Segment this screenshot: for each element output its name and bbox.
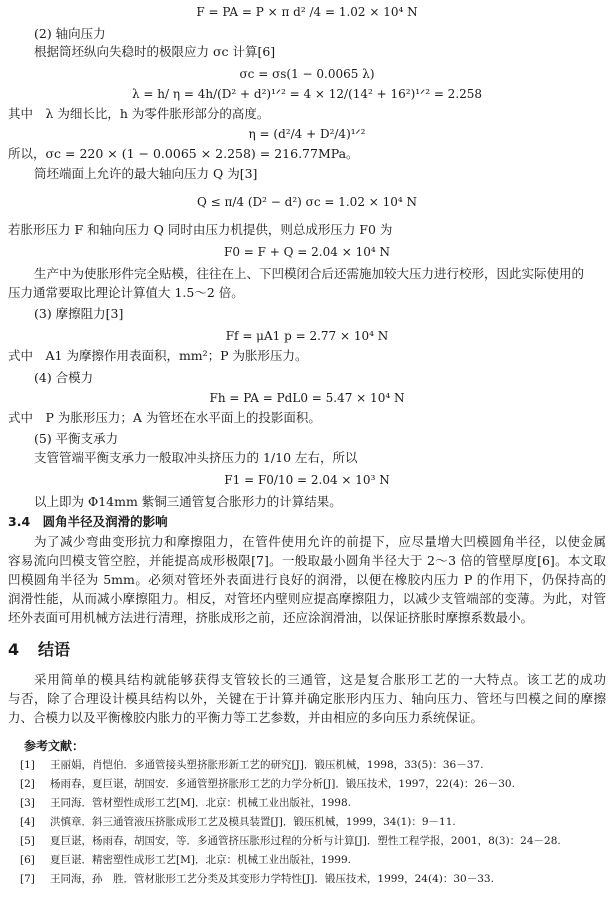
reference-number: [4] [20,816,35,828]
references-heading: 参考文献： [24,739,85,753]
equation-eta: η = (d²/4 + D²/4)¹ᐟ² [248,127,366,141]
subsection-friction: (3) 摩擦阻力[3] [34,306,124,321]
reference-item [20,777,515,791]
paragraph-max-axial-pressure: 筒坯端面上允许的最大轴向压力 Q 为[3] [34,166,258,181]
section-number: 4 [8,640,20,659]
reference-text: 王同海，孙 胜．管材胀形工艺分类及其变形力学特性[J]．锻压技术，1999，24(4)：30－33. [50,873,494,885]
paragraph-3-4-line-5: 坯外表面可用机械方法进行清理，挤胀成形之前，还应涂润滑油，以保证挤胀时摩擦系数最小。 [8,610,534,625]
paragraph-axial-intro: 根据筒坯纵向失稳时的极限应力 σc 计算[6] [34,44,276,59]
section-heading-3-4: 3.4 圆角半径及润滑的影响 [8,514,168,529]
paragraph-conclusion-line-2: 与否，除了合理设计模具结构以外，关键在于计算并确定胀形内压力、轴向压力、管坯与凹模之间的摩擦 [8,691,606,706]
reference-text: 杨雨春，夏巨谌，胡国安．多通管塑挤胀形工艺的力学分析[J]．锻压技术，1997，22(4)：26－30. [50,778,515,790]
paragraph-conclusion-line-3: 力、合模力以及平衡橡胶内胀力的平衡力等工艺参数，并由相应的多向压力系统保证。 [8,710,484,725]
subsection-clamping-force: (4) 合模力 [34,370,94,385]
paragraph-production-1: 生产中为使胀形件完全贴模，往往在上、下凹模闭合后还需施加较大压力进行校形，因此实际使用的 [34,266,585,281]
where-slenderness: 其中 λ 为细长比，h 为零件胀形部分的高度。 [8,106,270,121]
reference-item [20,872,494,886]
equation-balance-force: F1 = F0/10 = 2.04 × 10³ N [224,473,390,487]
reference-item [20,796,351,810]
equation-clamping-force: Fh = PA = PdL0 = 5.47 × 10⁴ N [209,391,405,405]
reference-number: [5] [20,835,35,847]
reference-text: 洪慎章．斜三通管液压挤胀成形工艺及模具装置[J]．锻压机械，1999，34(1)：9－11. [50,816,456,828]
reference-number: [6] [20,854,35,866]
equation-critical-stress: σc = σs(1 − 0.0065 λ) [239,67,375,81]
reference-text: 王丽娟，肖恺伯．多通管接头塑挤胀形新工艺的研究[J]．锻压机械，1998，33(5)：36－37. [50,759,484,771]
section-title: 结语 [38,640,71,659]
reference-number: [3] [20,797,35,809]
equation-axial-pressure: Q ≤ π/4 (D² − d²) σc = 1.02 × 10⁴ N [196,195,418,209]
equation-slenderness: λ = h/ η = 4h/(D² + d²)¹ᐟ² = 4 × 12/(14² + 16²)¹ᐟ² = 2.258 [131,87,483,101]
subsection-axial-pressure: (2) 轴向压力 [34,26,106,41]
subsection-balance-force: (5) 平衡支承力 [34,431,119,446]
paragraph-summary: 以上即为 Φ14mm 紫铜三通管复合胀形力的计算结果。 [34,494,342,509]
section-heading-conclusion [8,640,70,660]
where-friction-area: 式中 A1 为摩擦作用表面积，mm²；P 为胀形压力。 [8,348,308,363]
equation-total-force: F0 = F + Q = 2.04 × 10⁴ N [224,245,390,259]
reference-item [20,815,456,829]
equation-bulging-force: F = PA = P × π d² /4 = 1.02 × 10⁴ N [196,5,418,19]
reference-item [20,834,561,848]
paragraph-3-4-line-1: 为了减少弯曲变形抗力和摩擦阻力，在管件使用允许的前提下，应尽量增大凹模圆角半径，以使金属 [34,534,606,549]
reference-number: [7] [20,873,35,885]
reference-text: 王同海．管材塑性成形工艺[M]．北京：机械工业出版社，1998. [50,797,352,809]
reference-item [20,758,483,772]
result-critical-stress: 所以，σc = 220 × (1 − 0.0065 × 2.258) = 216.77MPa。 [8,146,359,161]
reference-text: 夏巨谌，杨雨春，胡国安，等．多通管挤压胀形过程的分析与计算[J]．塑性工程学报，2001，8(3)：24－28. [50,835,561,847]
reference-item [20,853,351,867]
paragraph-3-4-line-4: 润滑性能，从而减小摩擦阻力。相反，对管坯内壁则应提高摩擦阻力，以减少支管端部的变薄。为此，对管 [8,591,606,606]
where-projection-area: 式中 P 为胀形压力；A 为管坯在水平面上的投影面积。 [8,410,321,425]
paragraph-3-4-line-2: 容易流向凹模支管空腔，并能提高成形极限[7]。一般取最小圆角半径大于 2～3 倍的管壁厚度[6]。本文取 [8,553,606,568]
paragraph-production-2: 压力通常要取比理论计算值大 1.5～2 倍。 [8,285,244,300]
equation-friction: Ff = μA1 p = 2.77 × 10⁴ N [225,329,389,343]
reference-number: [2] [20,778,35,790]
reference-number: [1] [20,759,35,771]
paragraph-3-4-line-3: 凹模圆角半径为 5mm。必须对管坯外表面进行良好的润滑，以便在橡胶内压力 P 的作用下，仍保持高的 [8,572,606,587]
paragraph-total-force-intro: 若胀形压力 F 和轴向压力 Q 同时由压力机提供，则总成形压力 F0 为 [8,222,393,237]
reference-text: 夏巨谌．精密塑性成形工艺[M]．北京：机械工业出版社，1999. [50,854,352,866]
paragraph-conclusion-line-1: 采用简单的模具结构就能够获得支管较长的三通管，这是复合胀形工艺的一大特点。该工艺的成功 [34,672,606,687]
paragraph-balance-force: 支管管端平衡支承力一般取冲头挤压力的 1/10 左右，所以 [34,450,358,465]
